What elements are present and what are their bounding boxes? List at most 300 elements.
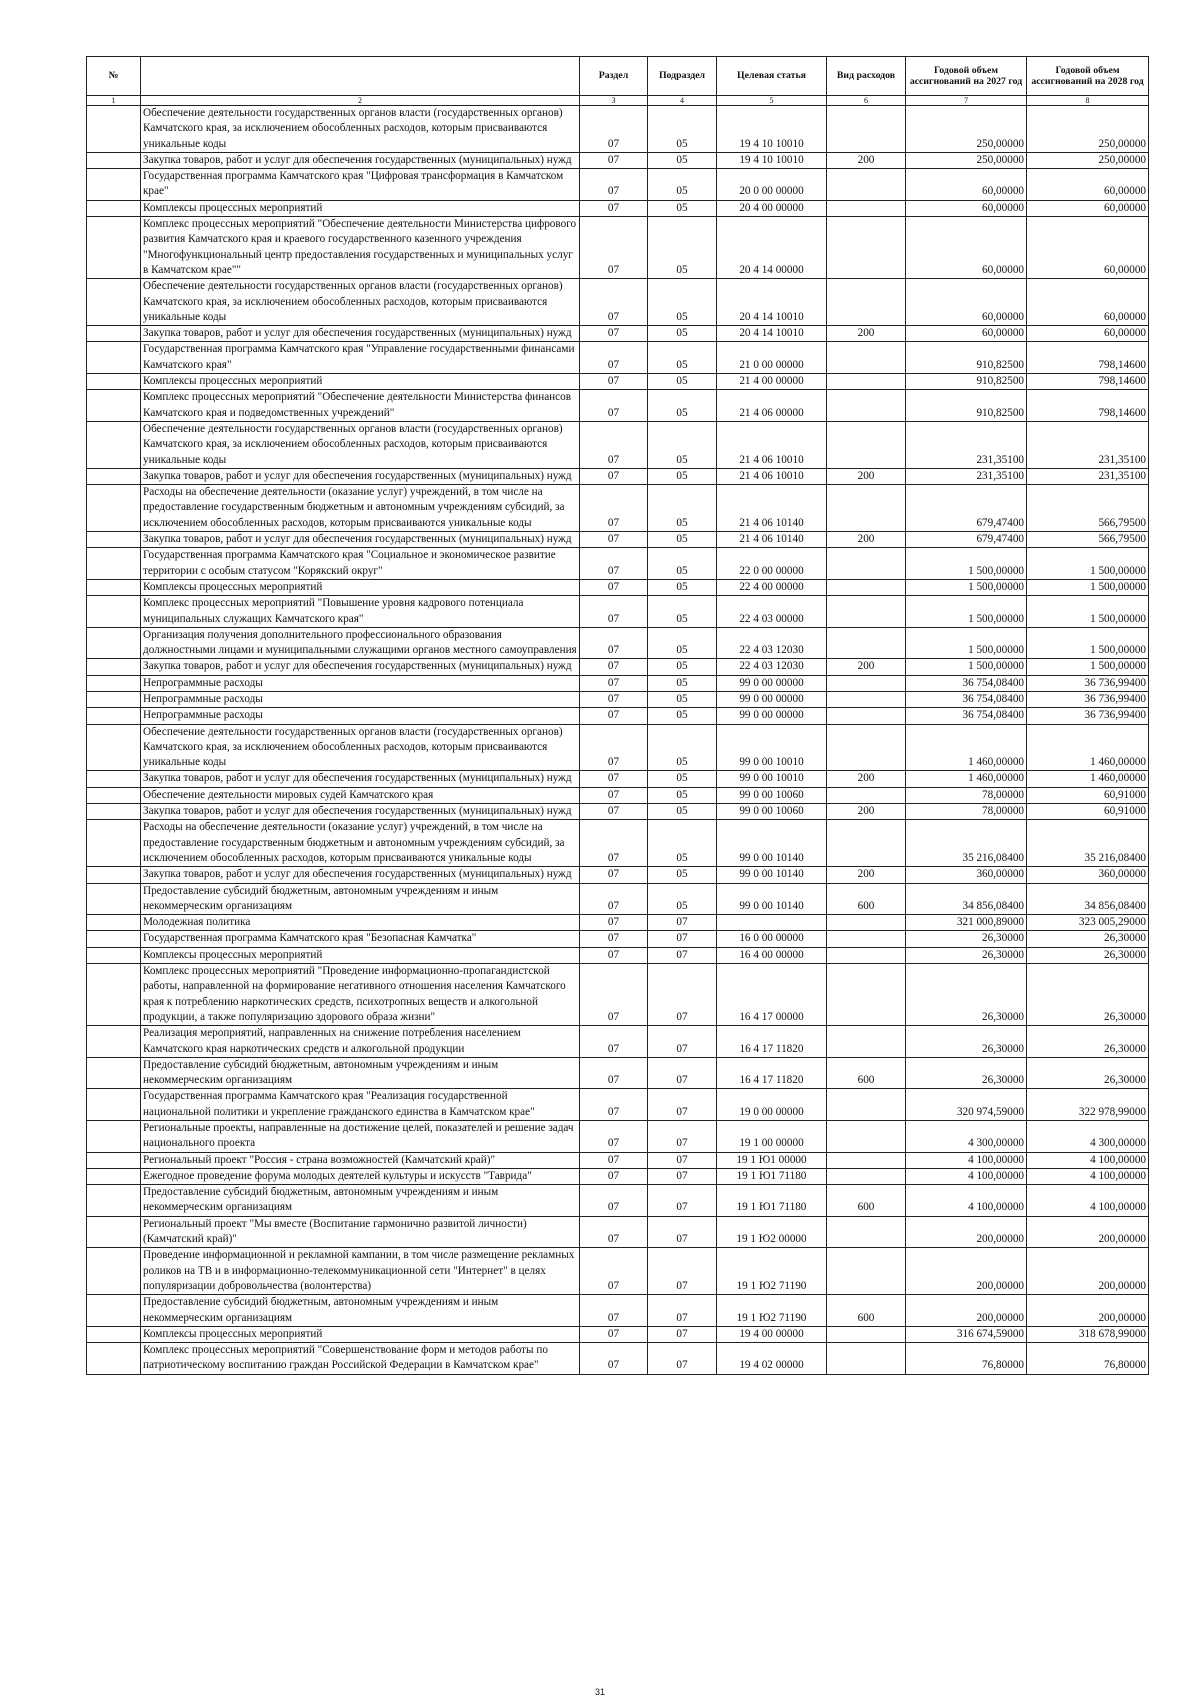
row-number-cell: [87, 947, 141, 963]
expense-type-cell: [827, 106, 906, 153]
expense-type-cell: [827, 485, 906, 532]
podrazdel-cell: 05: [648, 374, 717, 390]
amount-2027-cell: 321 000,89000: [906, 915, 1027, 931]
expense-name-cell: Обеспечение деятельности государственных органов власти (государственных органов) Камчатского края, за исключением обособленных расходов, которым присваиваются уникальные коды: [141, 106, 580, 153]
row-number-cell: [87, 390, 141, 422]
amount-2028-cell: 200,00000: [1027, 1295, 1149, 1327]
table-row: [87, 596, 1149, 628]
podrazdel-cell: 05: [648, 820, 717, 867]
podrazdel-cell: 05: [648, 169, 717, 201]
expense-type-cell: [827, 691, 906, 707]
podrazdel-cell: 07: [648, 915, 717, 931]
target-article-cell: 99 0 00 00000: [717, 691, 827, 707]
podrazdel-cell: 07: [648, 1216, 717, 1248]
amount-2028-cell: 200,00000: [1027, 1248, 1149, 1295]
razdel-cell: 07: [580, 200, 648, 216]
expense-type-cell: 600: [827, 1057, 906, 1089]
header-name: [141, 57, 580, 96]
expense-type-cell: 600: [827, 1185, 906, 1217]
expense-type-cell: [827, 820, 906, 867]
target-article-cell: 22 4 03 12030: [717, 659, 827, 675]
podrazdel-cell: 07: [648, 1089, 717, 1121]
amount-2027-cell: 26,30000: [906, 1026, 1027, 1058]
podrazdel-cell: 05: [648, 200, 717, 216]
amount-2028-cell: 798,14600: [1027, 342, 1149, 374]
amount-2028-cell: 1 500,00000: [1027, 627, 1149, 659]
amount-2028-cell: 1 500,00000: [1027, 659, 1149, 675]
amount-2027-cell: 36 754,08400: [906, 691, 1027, 707]
table-row: [87, 627, 1149, 659]
expense-type-cell: [827, 548, 906, 580]
podrazdel-cell: 07: [648, 964, 717, 1026]
target-article-cell: 99 0 00 10010: [717, 724, 827, 771]
table-row: [87, 1326, 1149, 1342]
amount-2028-cell: 26,30000: [1027, 947, 1149, 963]
target-article-cell: 19 4 10 10010: [717, 152, 827, 168]
amount-2028-cell: 35 216,08400: [1027, 820, 1149, 867]
podrazdel-cell: 05: [648, 468, 717, 484]
row-number-cell: [87, 787, 141, 803]
amount-2028-cell: 1 500,00000: [1027, 579, 1149, 595]
expense-type-cell: [827, 724, 906, 771]
table-row: [87, 548, 1149, 580]
row-number-cell: [87, 596, 141, 628]
table-row: [87, 217, 1149, 279]
razdel-cell: 07: [580, 787, 648, 803]
expense-type-cell: [827, 1089, 906, 1121]
column-number: 4: [648, 96, 717, 106]
table-row: [87, 1089, 1149, 1121]
table-row: [87, 200, 1149, 216]
target-article-cell: 19 1 Ю2 71190: [717, 1248, 827, 1295]
row-number-cell: [87, 152, 141, 168]
podrazdel-cell: 05: [648, 421, 717, 468]
target-article-cell: 22 4 03 00000: [717, 596, 827, 628]
row-number-cell: [87, 421, 141, 468]
target-article-cell: 99 0 00 00000: [717, 675, 827, 691]
razdel-cell: 07: [580, 1295, 648, 1327]
razdel-cell: 07: [580, 724, 648, 771]
podrazdel-cell: 07: [648, 1326, 717, 1342]
expense-name-cell: Молодежная политика: [141, 915, 580, 931]
expense-name-cell: Предоставление субсидий бюджетным, автономным учреждениям и иным некоммерческим организациям: [141, 1057, 580, 1089]
expense-name-cell: Реализация мероприятий, направленных на снижение потребления населением Камчатского края наркотических средств и алкогольной продукции: [141, 1026, 580, 1058]
amount-2027-cell: 78,00000: [906, 804, 1027, 820]
expense-type-cell: 600: [827, 883, 906, 915]
amount-2028-cell: 60,00000: [1027, 169, 1149, 201]
razdel-cell: 07: [580, 217, 648, 279]
podrazdel-cell: 05: [648, 579, 717, 595]
target-article-cell: 99 0 00 00000: [717, 708, 827, 724]
amount-2027-cell: 4 300,00000: [906, 1121, 1027, 1153]
expense-type-cell: [827, 1326, 906, 1342]
table-row: [87, 724, 1149, 771]
target-article-cell: 22 4 00 00000: [717, 579, 827, 595]
razdel-cell: 07: [580, 1343, 648, 1375]
amount-2027-cell: 35 216,08400: [906, 820, 1027, 867]
row-number-cell: [87, 659, 141, 675]
expense-type-cell: [827, 596, 906, 628]
expense-name-cell: Комплекс процессных мероприятий "Повышение уровня кадрового потенциала муниципальных служащих Камчатского края": [141, 596, 580, 628]
expense-type-cell: [827, 964, 906, 1026]
table-row: [87, 820, 1149, 867]
podrazdel-cell: 05: [648, 691, 717, 707]
expense-name-cell: Обеспечение деятельности мировых судей Камчатского края: [141, 787, 580, 803]
amount-2027-cell: 36 754,08400: [906, 708, 1027, 724]
row-number-cell: [87, 1248, 141, 1295]
expense-name-cell: Закупка товаров, работ и услуг для обеспечения государственных (муниципальных) нужд: [141, 326, 580, 342]
target-article-cell: 20 4 00 00000: [717, 200, 827, 216]
header-razdel: Раздел: [580, 57, 648, 96]
expense-type-cell: [827, 675, 906, 691]
podrazdel-cell: 07: [648, 1121, 717, 1153]
amount-2028-cell: 4 300,00000: [1027, 1121, 1149, 1153]
razdel-cell: 07: [580, 1326, 648, 1342]
expense-type-cell: 200: [827, 659, 906, 675]
row-number-cell: [87, 374, 141, 390]
podrazdel-cell: 05: [648, 675, 717, 691]
target-article-cell: 21 4 06 10010: [717, 468, 827, 484]
expense-name-cell: Расходы на обеспечение деятельности (оказание услуг) учреждений, в том числе на предоставление государственным бюджетным и автономным учреждениям субсидий, за исключением обособленных расходов, которым присваиваются уникальные коды: [141, 485, 580, 532]
row-number-cell: [87, 1185, 141, 1217]
row-number-cell: [87, 1057, 141, 1089]
row-number-cell: [87, 548, 141, 580]
amount-2028-cell: 798,14600: [1027, 390, 1149, 422]
podrazdel-cell: 07: [648, 1248, 717, 1295]
razdel-cell: 07: [580, 532, 648, 548]
table-row: [87, 342, 1149, 374]
amount-2027-cell: 360,00000: [906, 867, 1027, 883]
amount-2027-cell: 250,00000: [906, 106, 1027, 153]
table-row: [87, 771, 1149, 787]
podrazdel-cell: 05: [648, 342, 717, 374]
expense-type-cell: 200: [827, 867, 906, 883]
table-row: [87, 326, 1149, 342]
table-row: [87, 804, 1149, 820]
target-article-cell: 19 1 00 00000: [717, 1121, 827, 1153]
table-row: [87, 1026, 1149, 1058]
target-article-cell: 21 0 00 00000: [717, 342, 827, 374]
expense-name-cell: Обеспечение деятельности государственных органов власти (государственных органов) Камчатского края, за исключением обособленных расходов, которым присваиваются уникальные коды: [141, 279, 580, 326]
amount-2028-cell: 4 100,00000: [1027, 1152, 1149, 1168]
razdel-cell: 07: [580, 708, 648, 724]
expense-name-cell: Региональный проект "Россия - страна возможностей (Камчатский край)": [141, 1152, 580, 1168]
amount-2027-cell: 60,00000: [906, 169, 1027, 201]
expense-name-cell: Предоставление субсидий бюджетным, автономным учреждениям и иным некоммерческим организациям: [141, 1295, 580, 1327]
table-row: [87, 532, 1149, 548]
row-number-cell: [87, 724, 141, 771]
amount-2027-cell: 26,30000: [906, 947, 1027, 963]
target-article-cell: 19 1 Ю1 71180: [717, 1168, 827, 1184]
expense-name-cell: Комплекс процессных мероприятий "Совершенствование форм и методов работы по патриотическому воспитанию граждан Российской Федерации в Камчатском крае": [141, 1343, 580, 1375]
podrazdel-cell: 05: [648, 485, 717, 532]
razdel-cell: 07: [580, 152, 648, 168]
razdel-cell: 07: [580, 947, 648, 963]
podrazdel-cell: 07: [648, 1168, 717, 1184]
amount-2028-cell: 798,14600: [1027, 374, 1149, 390]
header-podrazdel: Подраздел: [648, 57, 717, 96]
podrazdel-cell: 05: [648, 217, 717, 279]
podrazdel-cell: 07: [648, 1057, 717, 1089]
header-tselevaya-statya: Целевая статья: [717, 57, 827, 96]
razdel-cell: 07: [580, 1152, 648, 1168]
row-number-cell: [87, 342, 141, 374]
table-row: [87, 931, 1149, 947]
razdel-cell: 07: [580, 374, 648, 390]
amount-2027-cell: 26,30000: [906, 964, 1027, 1026]
amount-2027-cell: 26,30000: [906, 931, 1027, 947]
row-number-cell: [87, 915, 141, 931]
header-year-2028: Годовой объем ассигнований на 2028 год: [1027, 57, 1149, 96]
budget-table-sheet: [86, 56, 1148, 1375]
target-article-cell: 99 0 00 10010: [717, 771, 827, 787]
expense-type-cell: [827, 342, 906, 374]
expense-type-cell: [827, 931, 906, 947]
amount-2028-cell: 36 736,99400: [1027, 691, 1149, 707]
column-number: 7: [906, 96, 1027, 106]
row-number-cell: [87, 217, 141, 279]
razdel-cell: 07: [580, 579, 648, 595]
amount-2027-cell: 36 754,08400: [906, 675, 1027, 691]
expense-name-cell: Предоставление субсидий бюджетным, автономным учреждениям и иным некоммерческим организациям: [141, 883, 580, 915]
row-number-cell: [87, 820, 141, 867]
table-body: [87, 106, 1149, 1375]
expense-name-cell: Комплекс процессных мероприятий "Проведение информационно-пропагандистской работы, направленной на формирование негативного отношения населения Камчатского края к потреблению наркотических средств, психотропных веществ и алкогольной продукции, а также популяризацию здорового образа жизни": [141, 964, 580, 1026]
expense-type-cell: [827, 708, 906, 724]
table-row: [87, 915, 1149, 931]
row-number-cell: [87, 468, 141, 484]
expense-type-cell: [827, 627, 906, 659]
column-number: 3: [580, 96, 648, 106]
amount-2028-cell: 36 736,99400: [1027, 675, 1149, 691]
expense-type-cell: 200: [827, 771, 906, 787]
target-article-cell: 16 4 17 00000: [717, 964, 827, 1026]
target-article-cell: 22 4 03 12030: [717, 627, 827, 659]
amount-2028-cell: 1 500,00000: [1027, 596, 1149, 628]
table-row: [87, 691, 1149, 707]
expense-name-cell: Организация получения дополнительного профессионального образования должностными лицами и муниципальными служащими органов местного самоуправления: [141, 627, 580, 659]
table-row: [87, 1185, 1149, 1217]
target-article-cell: 20 4 14 10010: [717, 279, 827, 326]
amount-2028-cell: 1 500,00000: [1027, 548, 1149, 580]
target-article-cell: 20 0 00 00000: [717, 169, 827, 201]
amount-2028-cell: 323 005,29000: [1027, 915, 1149, 931]
razdel-cell: 07: [580, 596, 648, 628]
amount-2027-cell: 1 500,00000: [906, 596, 1027, 628]
podrazdel-cell: 05: [648, 532, 717, 548]
target-article-cell: 16 4 17 11820: [717, 1026, 827, 1058]
row-number-cell: [87, 1121, 141, 1153]
expense-name-cell: Обеспечение деятельности государственных органов власти (государственных органов) Камчатского края, за исключением обособленных расходов, которым присваиваются уникальные коды: [141, 724, 580, 771]
table-row: [87, 787, 1149, 803]
podrazdel-cell: 07: [648, 931, 717, 947]
podrazdel-cell: 07: [648, 1152, 717, 1168]
razdel-cell: 07: [580, 421, 648, 468]
expense-name-cell: Комплексы процессных мероприятий: [141, 947, 580, 963]
target-article-cell: 16 4 17 11820: [717, 1057, 827, 1089]
table-row: [87, 468, 1149, 484]
target-article-cell: 20 4 14 00000: [717, 217, 827, 279]
amount-2028-cell: 1 460,00000: [1027, 724, 1149, 771]
expense-type-cell: [827, 1121, 906, 1153]
expense-name-cell: Государственная программа Камчатского края "Управление государственными финансами Камчатского края": [141, 342, 580, 374]
amount-2027-cell: 231,35100: [906, 468, 1027, 484]
target-article-cell: 19 1 Ю1 71180: [717, 1185, 827, 1217]
razdel-cell: 07: [580, 691, 648, 707]
amount-2027-cell: 200,00000: [906, 1248, 1027, 1295]
expense-type-cell: 200: [827, 804, 906, 820]
row-number-cell: [87, 675, 141, 691]
expense-name-cell: Закупка товаров, работ и услуг для обеспечения государственных (муниципальных) нужд: [141, 152, 580, 168]
amount-2028-cell: 250,00000: [1027, 152, 1149, 168]
table-row: [87, 1343, 1149, 1375]
target-article-cell: 22 0 00 00000: [717, 548, 827, 580]
amount-2027-cell: 231,35100: [906, 421, 1027, 468]
amount-2028-cell: 34 856,08400: [1027, 883, 1149, 915]
expense-name-cell: Комплексы процессных мероприятий: [141, 374, 580, 390]
amount-2027-cell: 1 500,00000: [906, 659, 1027, 675]
row-number-cell: [87, 485, 141, 532]
header-vid-raskhodov: Вид расходов: [827, 57, 906, 96]
amount-2028-cell: 60,00000: [1027, 326, 1149, 342]
row-number-cell: [87, 1216, 141, 1248]
expense-name-cell: Непрограммные расходы: [141, 708, 580, 724]
target-article-cell: 19 4 10 10010: [717, 106, 827, 153]
expense-type-cell: [827, 1168, 906, 1184]
razdel-cell: 07: [580, 867, 648, 883]
amount-2028-cell: 26,30000: [1027, 931, 1149, 947]
podrazdel-cell: 05: [648, 326, 717, 342]
row-number-cell: [87, 691, 141, 707]
podrazdel-cell: 05: [648, 106, 717, 153]
expense-name-cell: Комплекс процессных мероприятий "Обеспечение деятельности Министерства финансов Камчатского края и подведомственных учреждений": [141, 390, 580, 422]
amount-2027-cell: 26,30000: [906, 1057, 1027, 1089]
table-row: [87, 883, 1149, 915]
row-number-cell: [87, 1326, 141, 1342]
expense-type-cell: [827, 279, 906, 326]
razdel-cell: 07: [580, 342, 648, 374]
row-number-cell: [87, 279, 141, 326]
table-row: [87, 1057, 1149, 1089]
amount-2028-cell: 60,00000: [1027, 217, 1149, 279]
podrazdel-cell: 07: [648, 1026, 717, 1058]
row-number-cell: [87, 106, 141, 153]
expense-name-cell: Проведение информационной и рекламной кампании, в том числе размещение рекламных роликов на ТВ и в информационно-телекоммуникационной сети "Интернет" в целях популяризации добровольчества (волонтерства): [141, 1248, 580, 1295]
table-row: [87, 659, 1149, 675]
table-row: [87, 374, 1149, 390]
table-row: [87, 390, 1149, 422]
razdel-cell: 07: [580, 279, 648, 326]
column-number: 6: [827, 96, 906, 106]
razdel-cell: 07: [580, 1185, 648, 1217]
row-number-cell: [87, 964, 141, 1026]
amount-2028-cell: 60,00000: [1027, 279, 1149, 326]
table-row: [87, 1216, 1149, 1248]
expense-name-cell: Непрограммные расходы: [141, 675, 580, 691]
expense-type-cell: [827, 1216, 906, 1248]
header-year-2027: Годовой объем ассигнований на 2027 год: [906, 57, 1027, 96]
razdel-cell: 07: [580, 964, 648, 1026]
row-number-cell: [87, 1026, 141, 1058]
amount-2027-cell: 1 500,00000: [906, 579, 1027, 595]
amount-2027-cell: 679,47400: [906, 485, 1027, 532]
amount-2027-cell: 1 500,00000: [906, 548, 1027, 580]
expense-name-cell: Закупка товаров, работ и услуг для обеспечения государственных (муниципальных) нужд: [141, 659, 580, 675]
amount-2028-cell: 322 978,99000: [1027, 1089, 1149, 1121]
expense-type-cell: [827, 579, 906, 595]
row-number-cell: [87, 627, 141, 659]
amount-2027-cell: 78,00000: [906, 787, 1027, 803]
column-number-row: [87, 96, 1149, 106]
amount-2028-cell: 318 678,99000: [1027, 1326, 1149, 1342]
podrazdel-cell: 05: [648, 804, 717, 820]
expense-type-cell: 200: [827, 326, 906, 342]
podrazdel-cell: 07: [648, 1295, 717, 1327]
expense-type-cell: [827, 217, 906, 279]
amount-2028-cell: 566,79500: [1027, 532, 1149, 548]
amount-2028-cell: 231,35100: [1027, 421, 1149, 468]
expense-type-cell: 200: [827, 468, 906, 484]
razdel-cell: 07: [580, 675, 648, 691]
target-article-cell: 20 4 14 10010: [717, 326, 827, 342]
expense-name-cell: Региональный проект "Мы вместе (Воспитание гармонично развитой личности) (Камчатский край)": [141, 1216, 580, 1248]
amount-2027-cell: 316 674,59000: [906, 1326, 1027, 1342]
row-number-cell: [87, 804, 141, 820]
target-article-cell: 19 4 00 00000: [717, 1326, 827, 1342]
expense-type-cell: [827, 1026, 906, 1058]
target-article-cell: 99 0 00 10140: [717, 820, 827, 867]
target-article-cell: 19 0 00 00000: [717, 1089, 827, 1121]
row-number-cell: [87, 931, 141, 947]
expense-name-cell: Закупка товаров, работ и услуг для обеспечения государственных (муниципальных) нужд: [141, 867, 580, 883]
expense-type-cell: 200: [827, 532, 906, 548]
row-number-cell: [87, 579, 141, 595]
expense-type-cell: 600: [827, 1295, 906, 1327]
target-article-cell: 19 1 Ю2 00000: [717, 1216, 827, 1248]
row-number-cell: [87, 1089, 141, 1121]
amount-2027-cell: 910,82500: [906, 390, 1027, 422]
amount-2027-cell: 60,00000: [906, 279, 1027, 326]
expense-name-cell: Региональные проекты, направленные на достижение целей, показателей и решение задач национального проекта: [141, 1121, 580, 1153]
razdel-cell: 07: [580, 468, 648, 484]
razdel-cell: 07: [580, 1089, 648, 1121]
row-number-cell: [87, 1343, 141, 1375]
row-number-cell: [87, 867, 141, 883]
amount-2027-cell: 910,82500: [906, 342, 1027, 374]
expense-type-cell: [827, 915, 906, 931]
razdel-cell: 07: [580, 804, 648, 820]
podrazdel-cell: 05: [648, 152, 717, 168]
table-row: [87, 279, 1149, 326]
column-number: 2: [141, 96, 580, 106]
razdel-cell: 07: [580, 548, 648, 580]
row-number-cell: [87, 200, 141, 216]
row-number-cell: [87, 771, 141, 787]
amount-2027-cell: 60,00000: [906, 326, 1027, 342]
podrazdel-cell: 07: [648, 947, 717, 963]
table-row: [87, 421, 1149, 468]
podrazdel-cell: 05: [648, 883, 717, 915]
razdel-cell: 07: [580, 1248, 648, 1295]
amount-2027-cell: 910,82500: [906, 374, 1027, 390]
page-number: 31: [594, 1687, 605, 1697]
amount-2028-cell: 4 100,00000: [1027, 1168, 1149, 1184]
razdel-cell: 07: [580, 883, 648, 915]
razdel-cell: 07: [580, 915, 648, 931]
amount-2027-cell: 76,80000: [906, 1343, 1027, 1375]
expense-type-cell: [827, 1343, 906, 1375]
amount-2028-cell: 26,30000: [1027, 1026, 1149, 1058]
